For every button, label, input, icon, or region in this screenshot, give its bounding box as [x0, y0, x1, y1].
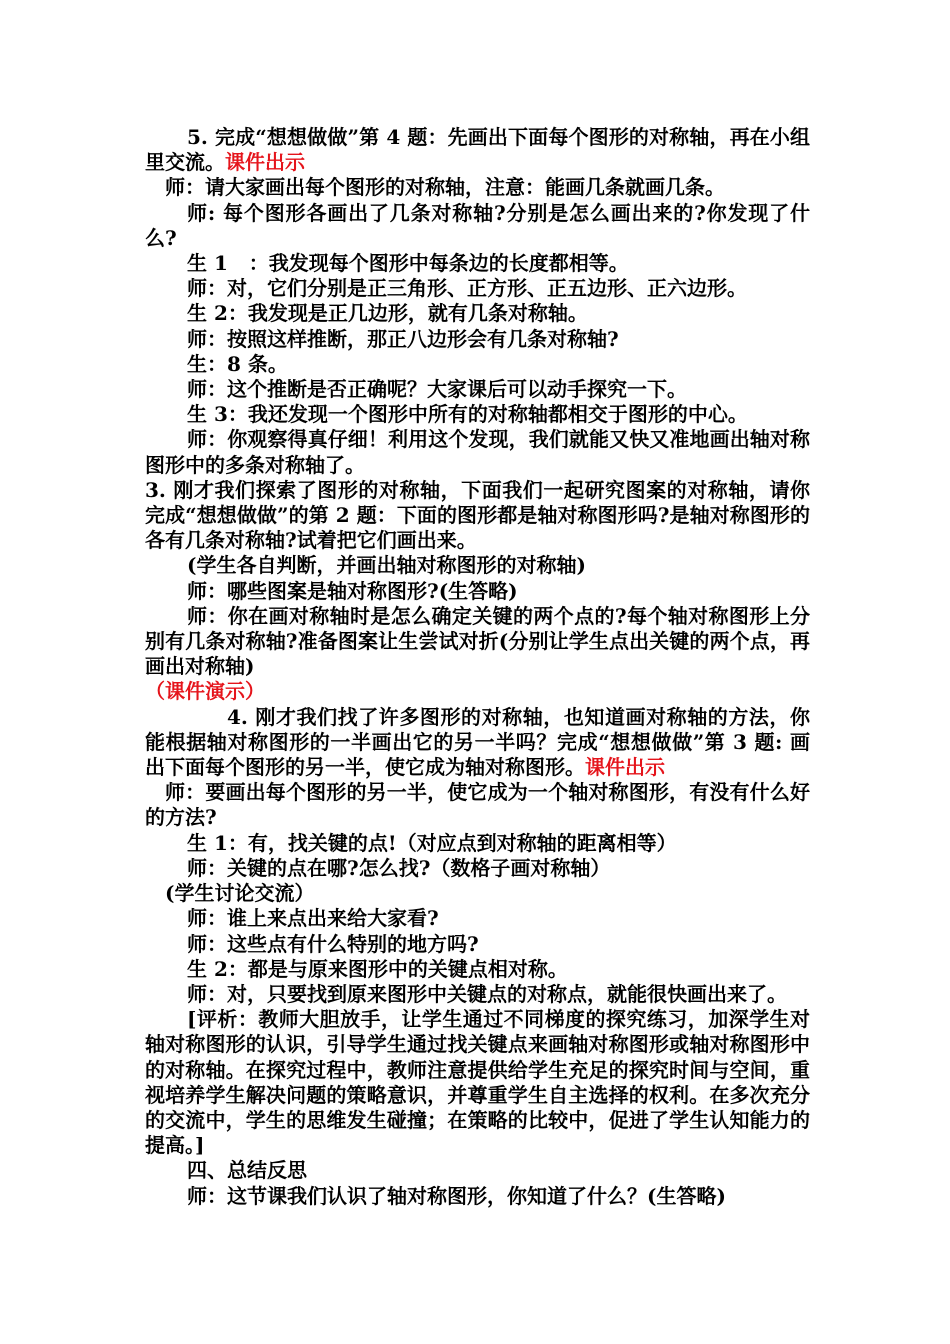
task-5-text: 5. 完成“想想做做”第 4 题：先画出下面每个图形的对称轴，再在小组里交流。	[145, 125, 810, 175]
paragraph-teacher-14: 师：这节课我们认识了轴对称图形，你知道了什么？(生答略)	[187, 1183, 726, 1208]
paragraph-task-5	[145, 125, 810, 175]
paragraph-teacher-9: 师：要画出每个图形的另一半，使它成为一个轴对称图形，有没有什么好的方法?	[145, 780, 810, 830]
courseware-demo-label: （课件演示）	[145, 679, 265, 704]
paragraph-teacher-6: 师：你观察得真仔细！利用这个发现，我们就能又快又准地画出轴对称图形中的多条对称轴了。	[145, 427, 810, 477]
task-4-text: 4. 刚才我们找了许多图形的对称轴，也知道画对称轴的方法，你能根据轴对称图形的一半画出它的另一半吗？完成“想想做做”第 3 题: 画出下面每个图形的另一半，使它成为轴对称图形。	[145, 704, 810, 780]
paragraph-teacher-1: 师：请大家画出每个图形的对称轴，注意：能画几条就画几条。	[165, 175, 725, 200]
paragraph-students-judge: (学生各自判断，并画出轴对称图形的对称轴)	[187, 553, 586, 578]
paragraph-students-discuss: (学生讨论交流）	[165, 881, 315, 906]
courseware-label: 课件出示	[225, 150, 305, 175]
paragraph-teacher-10: 师：关键的点在哪?怎么找?（数格子画对称轴）	[187, 855, 611, 880]
paragraph-commentary: [评析：教师大胆放手，让学生通过不同梯度的探究练习，加深学生对轴对称图形的认识，引导学生通过找关键点来画轴对称图形或轴对称图形中的对称轴。在探究过程中，教师注意提供给学生充足的探究时间与空间，重视培养学生解决问题的策略意识，并尊重学生自主选择的权利。在多次充分的交流中，学生的思维发生碰撞；在策略的比较中，促进了学生认知能力的提高。]	[145, 1007, 810, 1158]
paragraph-teacher-3: 师：对，它们分别是正三角形、正方形、正五边形、正六边形。	[187, 276, 747, 301]
paragraph-teacher-4: 师：按照这样推断，那正八边形会有几条对称轴?	[187, 326, 619, 351]
student-1-text: ：我发现每个图形中每条边的长度都相等。	[248, 251, 629, 276]
courseware-label-2: 课件出示	[585, 755, 665, 780]
paragraph-teacher-2: 师: 每个图形各画出了几条对称轴?分别是怎么画出来的?你发现了什么?	[145, 200, 810, 250]
paragraph-student-2: 生 2：我发现是正几边形，就有几条对称轴。	[187, 301, 588, 326]
lesson-text	[145, 125, 810, 1209]
paragraph-teacher-11: 师：谁上来点出来给大家看?	[187, 906, 439, 931]
paragraph-task-3: 3. 刚才我们探索了图形的对称轴，下面我们一起研究图案的对称轴，请你完成“想想做做”的第 2 题：下面的图形都是轴对称图形吗?是轴对称图形的各有几条对称轴?试着把它们画出来。	[145, 477, 810, 553]
paragraph-teacher-8: 师：你在画对称轴时是怎么确定关键的两个点的?每个轴对称图形上分别有几条对称轴?准备图案让生尝试对折(分别让学生点出关键的两个点，再画出对称轴)	[145, 603, 810, 679]
paragraph-teacher-13: 师：对，只要找到原来图形中关键点的对称点，就能很快画出来了。	[187, 981, 787, 1006]
paragraph-student-3: 生：8 条。	[187, 351, 288, 376]
section-heading-summary: 四、总结反思	[187, 1158, 307, 1183]
paragraph-student-6: 生 2：都是与原来图形中的关键点相对称。	[187, 956, 568, 981]
paragraph-teacher-7: 师：哪些图案是轴对称图形?(生答略)	[187, 578, 518, 603]
paragraph-task-4	[145, 705, 810, 781]
paragraph-student-4: 生 3：我还发现一个图形中所有的对称轴都相交于图形的中心。	[187, 402, 748, 427]
paragraph-student-1	[145, 251, 810, 276]
paragraph-teacher-5: 师：这个推断是否正确呢？大家课后可以动手探究一下。	[187, 377, 687, 402]
student-1-label: 生 1	[187, 251, 228, 276]
paragraph-teacher-12: 师：这些点有什么特别的地方吗?	[187, 931, 479, 956]
paragraph-student-5: 生 1：有，找关键的点!（对应点到对称轴的距离相等）	[187, 830, 677, 855]
